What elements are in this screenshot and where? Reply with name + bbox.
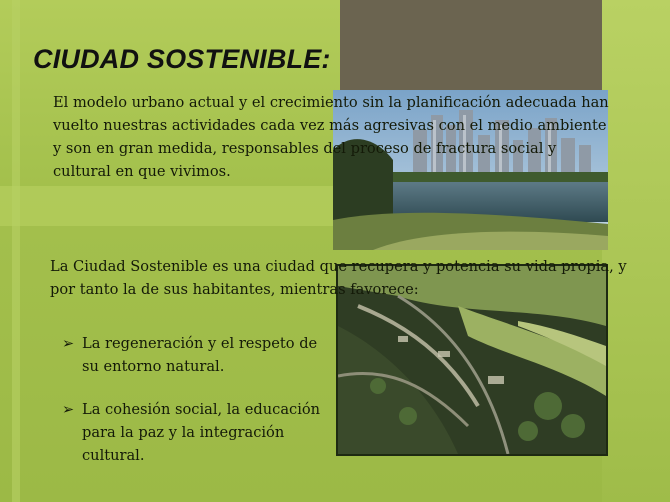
arrow-bullet-icon: ➢ bbox=[62, 335, 75, 352]
definition-paragraph: La Ciudad Sostenible es una ciudad que recupera y potencia su vida propia, y por tanto la de sus habitantes, mientras favorece: bbox=[50, 258, 627, 298]
bullet-item-cohesion bbox=[62, 398, 332, 467]
bullet-text: La regeneración y el respeto de su entorno natural. bbox=[82, 335, 318, 375]
bullet-item-regeneration bbox=[62, 332, 332, 378]
intro-paragraph: El modelo urbano actual y el crecimiento sin la planificación adecuada han vuelto nuestras actividades cada vez más agresivas con el medio ambiente y son en gran medida, responsables del proceso de fractura social y cultural en que vivimos. bbox=[53, 94, 609, 180]
background-dark-band bbox=[340, 0, 602, 92]
arrow-bullet-icon: ➢ bbox=[62, 401, 75, 418]
slide-title: CIUDAD SOSTENIBLE: bbox=[33, 44, 331, 74]
background-band-right bbox=[602, 0, 670, 502]
bullet-text: La cohesión social, la educación para la paz y la integración cultural. bbox=[82, 401, 321, 464]
background-light-arrow bbox=[0, 186, 340, 226]
background-light-stripe bbox=[12, 0, 20, 502]
